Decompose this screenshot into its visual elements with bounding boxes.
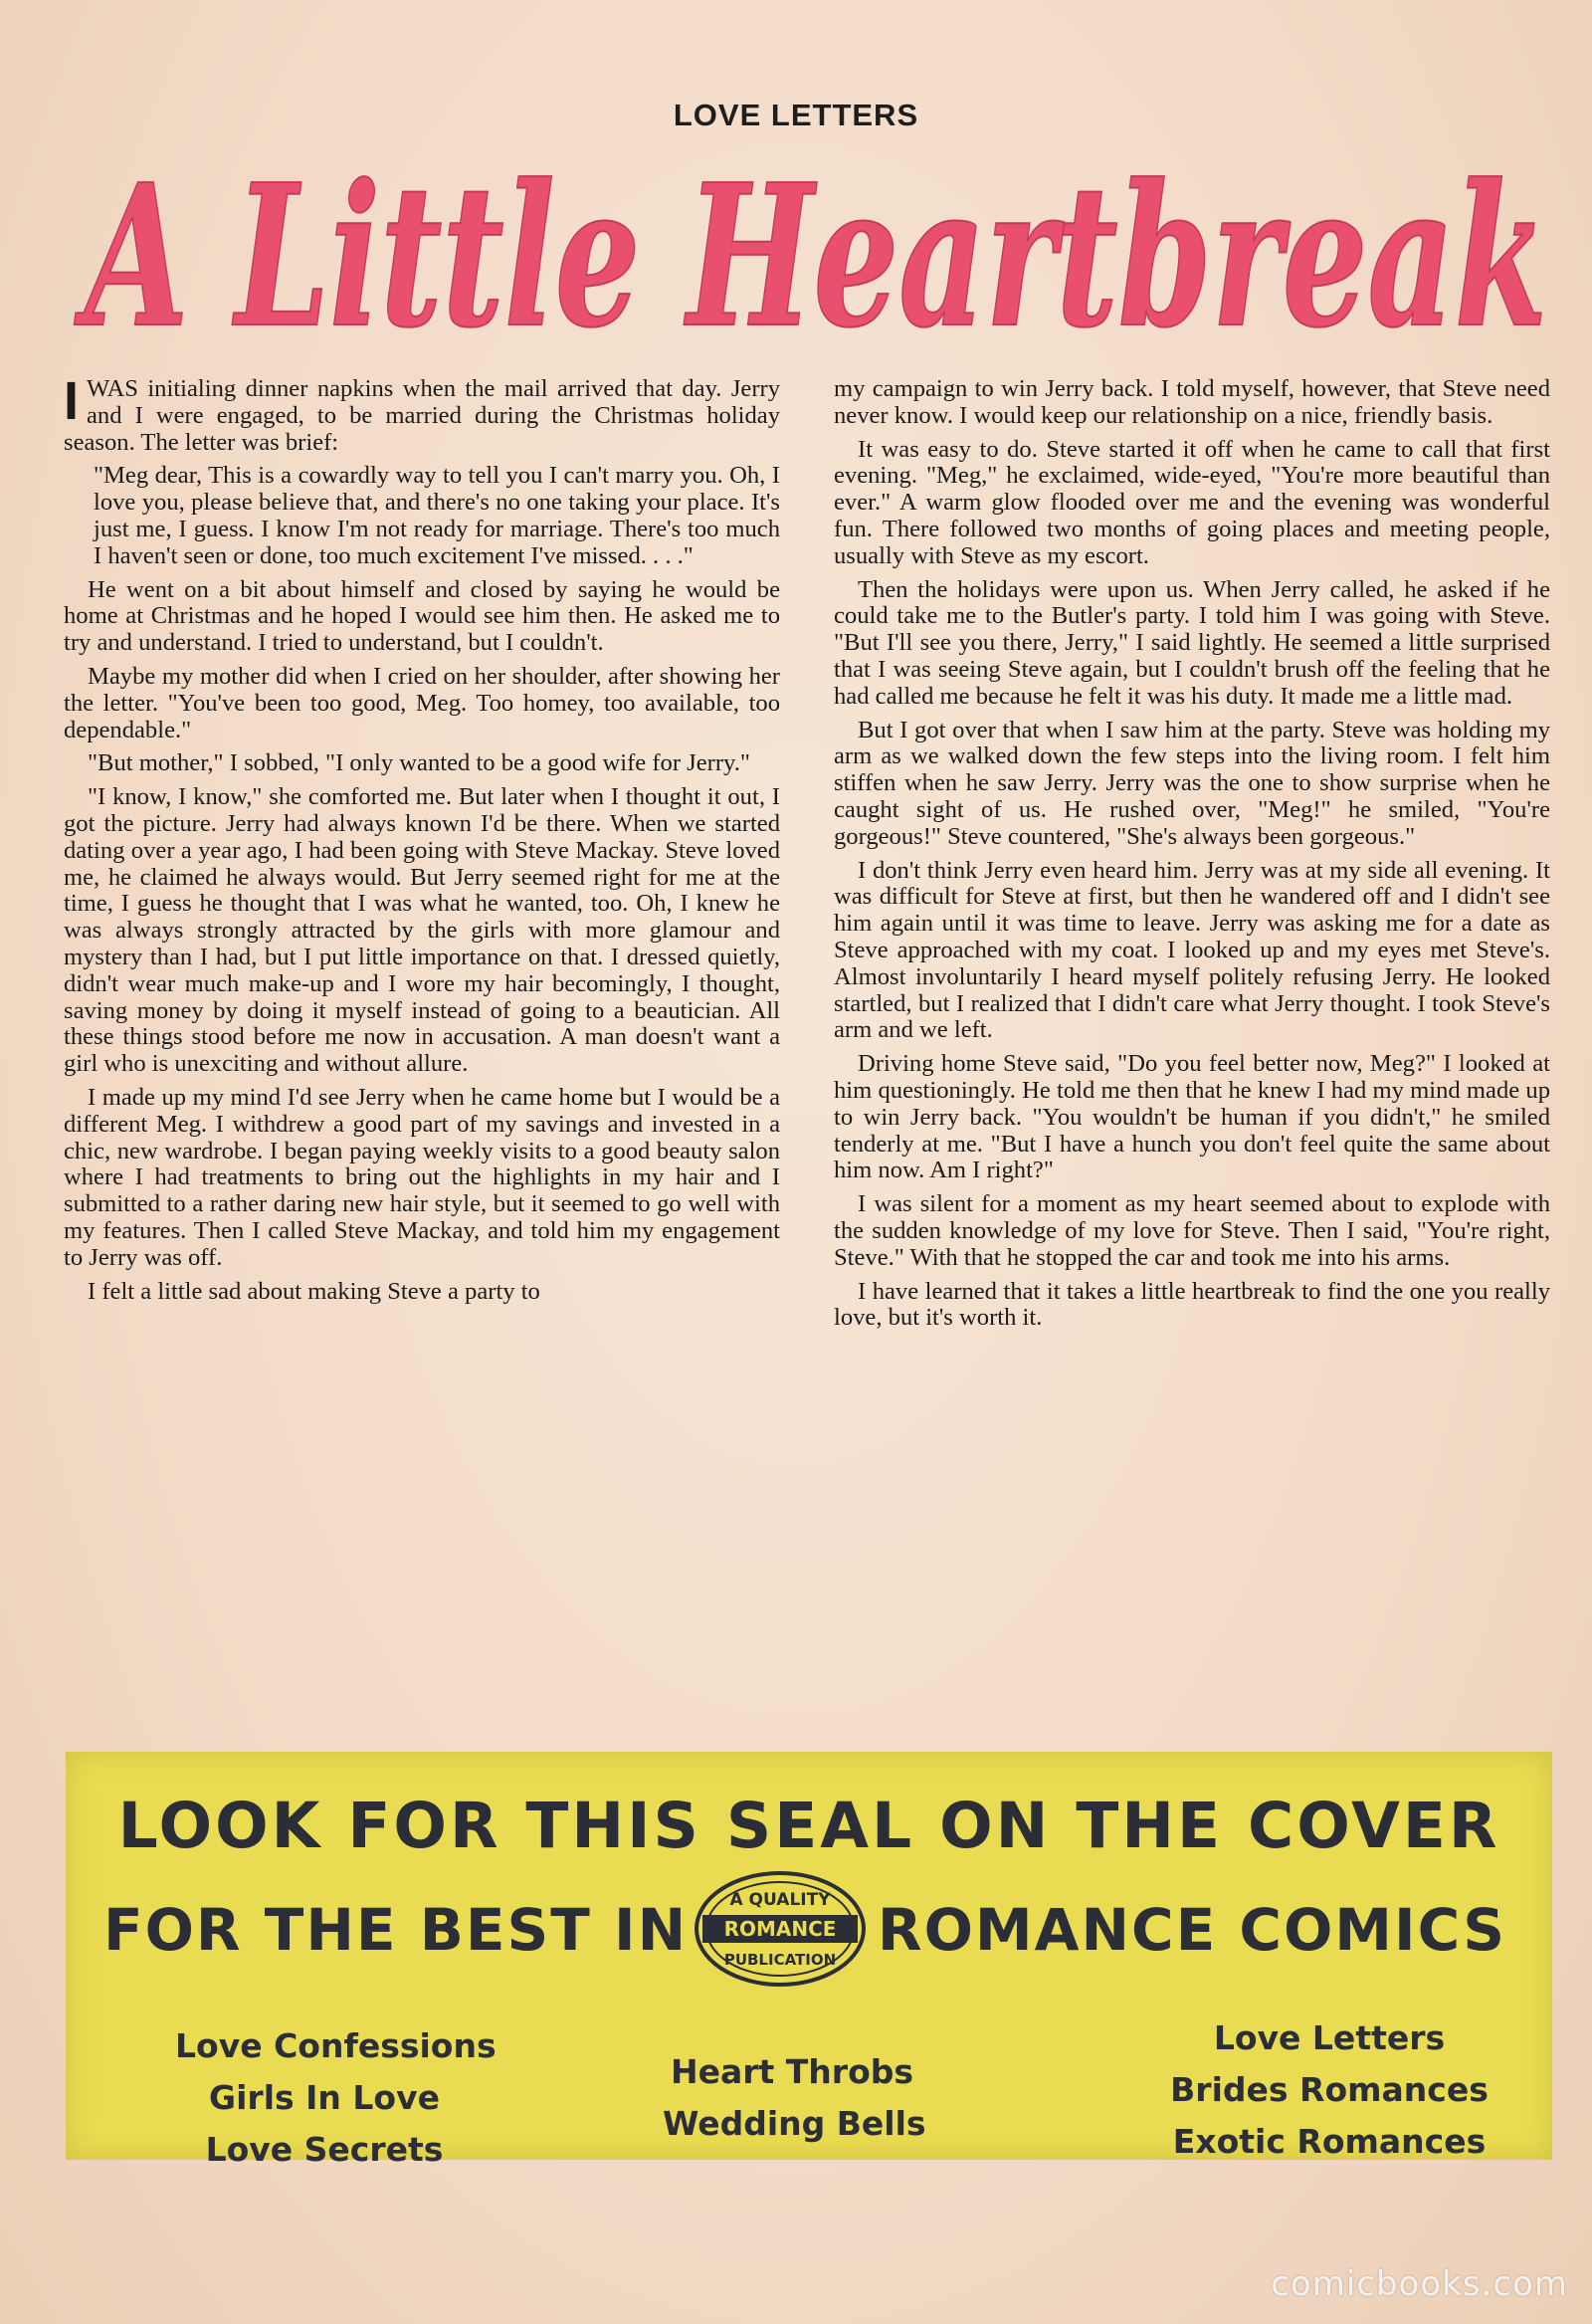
paragraph-text: Driving home Steve said, "Do you feel better now, Meg?" I looked at him questioningly. He told me then that he knew I had my mind made up to win Jerry back. "You wouldn't be human if you didn't," he smiled tenderly at me. "But I have a hunch you don't feel quite the same about him now. Am I right?" <box>834 1050 1550 1184</box>
paragraph-text: "I know, I know," she comforted me. But later when I thought it out, I got the picture. Jerry had always known I'd be there. When we started dating over a year ago, I had been going with Steve Mackay. Steve loved me, he claimed he always would. But Jerry seemed right for me at the time, I guess he thought that I was what he wanted, too. Oh, I knew he was always strongly attracted by the girls with more glamour and mystery than I had, but I put little importance on that. I dressed quietly, didn't wear much make-up and I wore my hair becomingly, I thought, saving money by doing it myself instead of going to a beautician. All these things stood before me now in accusation. A man doesn't want a girl who is unexciting and without allure. <box>64 783 780 1078</box>
story-body <box>64 376 1550 1735</box>
ad-subline-left: FOR THE BEST IN <box>103 1896 689 1964</box>
paragraph-text: I felt a little sad about making Steve a party to <box>88 1277 540 1305</box>
paragraph-text: WAS initialing dinner napkins when the mail arrived that day. Jerry and I were engaged, to be married during the Christmas holiday season. The letter was brief: <box>64 376 780 456</box>
story-paragraph <box>64 784 780 1078</box>
story-paragraph <box>64 750 780 777</box>
seal-bottom-text: PUBLICATION <box>723 1951 837 1969</box>
story-paragraph <box>834 1051 1550 1184</box>
story-paragraph <box>834 376 1550 430</box>
seal-top-text: A QUALITY <box>729 1890 831 1910</box>
comic-title: Love Secrets <box>205 2130 444 2169</box>
story-paragraph <box>834 858 1550 1045</box>
ad-headline: LOOK FOR THIS SEAL ON THE COVER <box>117 1790 1500 1862</box>
story-paragraph <box>64 664 780 743</box>
story-title-text: A Little Heartbreak <box>74 147 1547 371</box>
paragraph-text: Maybe my mother did when I cried on her shoulder, after showing her the letter. "You've been too good, Meg. Too homey, too available, too dependable." <box>64 662 780 743</box>
story-column-right <box>834 376 1550 1735</box>
comic-title: Heart Throbs <box>670 2052 914 2091</box>
story-paragraph <box>834 1279 1550 1333</box>
seal-mid-text: ROMANCE <box>723 1917 837 1941</box>
publisher-ad <box>66 1752 1552 2169</box>
comic-title: Love Letters <box>1213 2018 1446 2057</box>
comic-title: Brides Romances <box>1170 2070 1489 2109</box>
story-paragraph <box>64 577 780 657</box>
comic-title: Love Confessions <box>175 2026 497 2065</box>
paragraph-text: I was silent for a moment as my heart seemed about to explode with the sudden knowledge of my love for Steve. Then I said, "You're right, Steve." With that he stopped the car and took me into his arms. <box>834 1190 1550 1271</box>
paragraph-text: my campaign to win Jerry back. I told myself, however, that Steve need never know. I would keep our relationship on a nice, friendly basis. <box>834 376 1550 429</box>
story-paragraph <box>834 1191 1550 1271</box>
comic-title: Girls In Love <box>209 2078 440 2117</box>
paragraph-text: But I got over that when I saw him at the party. Steve was holding my arm as we walked down the few steps into the living room. I felt him stiffen when he saw Jerry. Jerry was the one to show surprise when he caught sight of us. He rushed over, "Meg!" he smiled, "You're gorgeous!" Steve countered, "She's always been gorgeous." <box>834 716 1550 850</box>
title-list-left <box>175 2020 497 2176</box>
watermark: comicbooks.com <box>1271 2264 1568 2304</box>
quality-seal-icon <box>691 1869 870 1989</box>
paragraph-text: "But mother," I sobbed, "I only wanted to be a good wife for Jerry." <box>88 749 750 777</box>
drop-cap: I <box>64 376 80 431</box>
paragraph-text: I have learned that it takes a little heartbreak to find the one you really love, but it's worth it. <box>834 1277 1550 1332</box>
paragraph-text: "Meg dear, This is a cowardly way to tell you I can't marry you. Oh, I love you, please believe that, and there's no one taking your place. It's just me, I guess. I know I'm not ready for marriage. There's too much I haven't seen or done, too much excitement I've missed. . . ." <box>94 462 780 569</box>
comic-title: Exotic Romances <box>1172 2122 1487 2161</box>
comic-title: Wedding Bells <box>663 2104 926 2143</box>
story-paragraph <box>834 577 1550 711</box>
paragraph-text: I made up my mind I'd see Jerry when he came home but I would be a different Meg. I withdrew a good part of my savings and invested in a chic, new wardrobe. I began paying weekly visits to a good beauty salon where I had treatments to bring out the highlights in my hair and I submitted to a rather daring new hair style, but it seemed to go well with my features. Then I called Steve Mackay, and told him my engagement to Jerry was off. <box>64 1083 780 1271</box>
paragraph-text: Then the holidays were upon us. When Jerry called, he asked if he could take me to the Butler's party. I told him I was going with Steve. "But I'll see you there, Jerry," I said lightly. He seemed a little surprised that I was seeing Steve again, but I couldn't brush off the feeling that he had called me because he felt it was his duty. It made me a little mad. <box>834 575 1550 710</box>
story-paragraph <box>64 376 780 456</box>
title-list-right <box>1130 2012 1528 2168</box>
story-paragraph <box>94 463 780 569</box>
running-head: LOVE LETTERS <box>673 98 919 132</box>
story-paragraph <box>64 1085 780 1272</box>
story-column-left <box>64 376 780 1735</box>
title-list-middle <box>663 2046 926 2150</box>
ad-subline-right: ROMANCE COMICS <box>877 1896 1506 1964</box>
story-title <box>70 147 1562 376</box>
paragraph-text: I don't think Jerry even heard him. Jerry was at my side all evening. It was difficult for Steve at first, but then he wandered off and I didn't see him again until it was time to leave. Jerry was asking me for a date as Steve approached with my coat. I looked up and my eyes met Steve's. Almost involuntarily I heard myself politely refusing Jerry. He looked startled, but I realized that I didn't care what Jerry thought. I took Steve's arm and we left. <box>834 856 1550 1044</box>
story-paragraph <box>64 1279 780 1306</box>
story-paragraph <box>834 718 1550 851</box>
story-paragraph <box>834 437 1550 570</box>
paragraph-text: He went on a bit about himself and closed by saying he would be home at Christmas and he hoped I would see him then. He asked me to try and understand. I tried to understand, but I couldn't. <box>64 575 780 657</box>
paragraph-text: It was easy to do. Steve started it off when he came to call that first evening. "Meg," he exclaimed, wide-eyed, "You're more beautiful than ever." A warm glow flooded over me and the evening was wonderful fun. There followed two months of going places and meeting people, usually with Steve as my escort. <box>834 435 1550 569</box>
